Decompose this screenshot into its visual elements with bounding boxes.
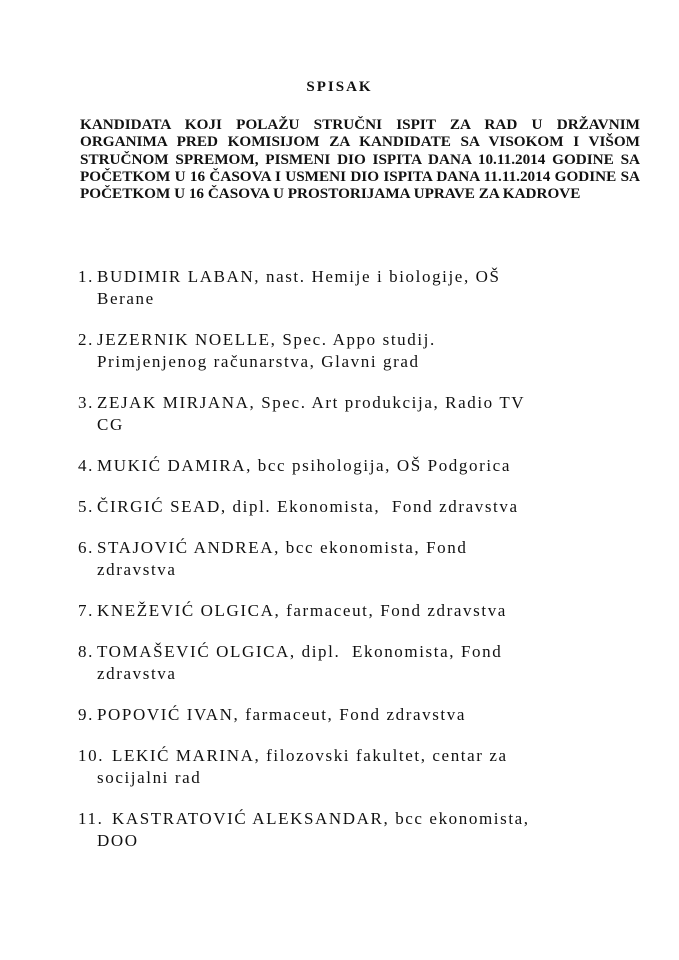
item-line-1: JEZERNIK NOELLE, Spec. Appo studij.: [97, 330, 436, 349]
document-subtitle: KANDIDATA KOJI POLAŽU STRUČNI ISPIT ZA RAD U DRŽAVNIM ORGANIMA PRED KOMISIJOM ZA KANDIDATE SA VISOKOM I VIŠOM STRUČNOM SPREMOM, PISMENI DIO ISPITA DANA 10.11.2014 GODINE SA POČETKOM U 16 ČASOVA I USMENI DIO ISPITA DANA 11.11.2014 GODINE SA POČETKOM U 16 ČASOVA U PROSTORIJAMA UPRAVE ZA KADROVE: [80, 116, 640, 203]
item-line-1: TOMAŠEVIĆ OLGICA, dipl. Ekonomista, Fond: [97, 642, 503, 661]
list-item: [78, 537, 618, 581]
item-line-2: DOO: [97, 831, 139, 850]
item-number: 1.: [78, 267, 94, 286]
item-number: 3.: [78, 393, 94, 412]
list-item: [78, 329, 618, 373]
item-number: 8.: [78, 642, 94, 661]
item-line-1: KNEŽEVIĆ OLGICA, farmaceut, Fond zdravstva: [97, 601, 507, 620]
item-line-1: ZEJAK MIRJANA, Spec. Art produkcija, Radio TV: [97, 393, 526, 412]
item-line-1: KASTRATOVIĆ ALEKSANDAR, bcc ekonomista,: [112, 809, 530, 828]
item-number: 2.: [78, 330, 94, 349]
item-line-1: POPOVIĆ IVAN, farmaceut, Fond zdravstva: [97, 705, 466, 724]
item-line-2: socijalni rad: [97, 768, 202, 787]
list-item: [78, 600, 618, 622]
list-item: [78, 496, 618, 518]
item-number: 10.: [78, 746, 105, 765]
item-line-2: zdravstva: [97, 664, 177, 683]
item-line-1: STAJOVIĆ ANDREA, bcc ekonomista, Fond: [97, 538, 468, 557]
list-item: [78, 745, 618, 789]
document-title: SPISAK: [306, 79, 373, 95]
item-number: 5.: [78, 497, 94, 516]
item-line-1: LEKIĆ MARINA, filozovski fakultet, centar za: [112, 746, 508, 765]
item-number: 11.: [78, 809, 104, 828]
item-line-1: MUKIĆ DAMIRA, bcc psihologija, OŠ Podgorica: [97, 456, 511, 475]
item-line-2: zdravstva: [97, 560, 177, 579]
list-item: [78, 704, 618, 726]
list-item: [78, 455, 618, 477]
item-line-2: CG: [97, 415, 124, 434]
list-item: [78, 266, 618, 310]
candidate-list: [78, 266, 618, 871]
item-line-2: Primjenjenog računarstva, Glavni grad: [97, 352, 420, 371]
list-item: [78, 392, 618, 436]
list-item: [78, 808, 618, 852]
item-line-2: Berane: [97, 289, 155, 308]
list-item: [78, 641, 618, 685]
item-number: 9.: [78, 705, 94, 724]
item-line-1: BUDIMIR LABAN, nast. Hemije i biologije, OŠ: [97, 267, 501, 286]
item-number: 6.: [78, 538, 94, 557]
item-line-1: ČIRGIĆ SEAD, dipl. Ekonomista, Fond zdravstva: [97, 497, 519, 516]
item-number: 4.: [78, 456, 94, 475]
item-number: 7.: [78, 601, 94, 620]
